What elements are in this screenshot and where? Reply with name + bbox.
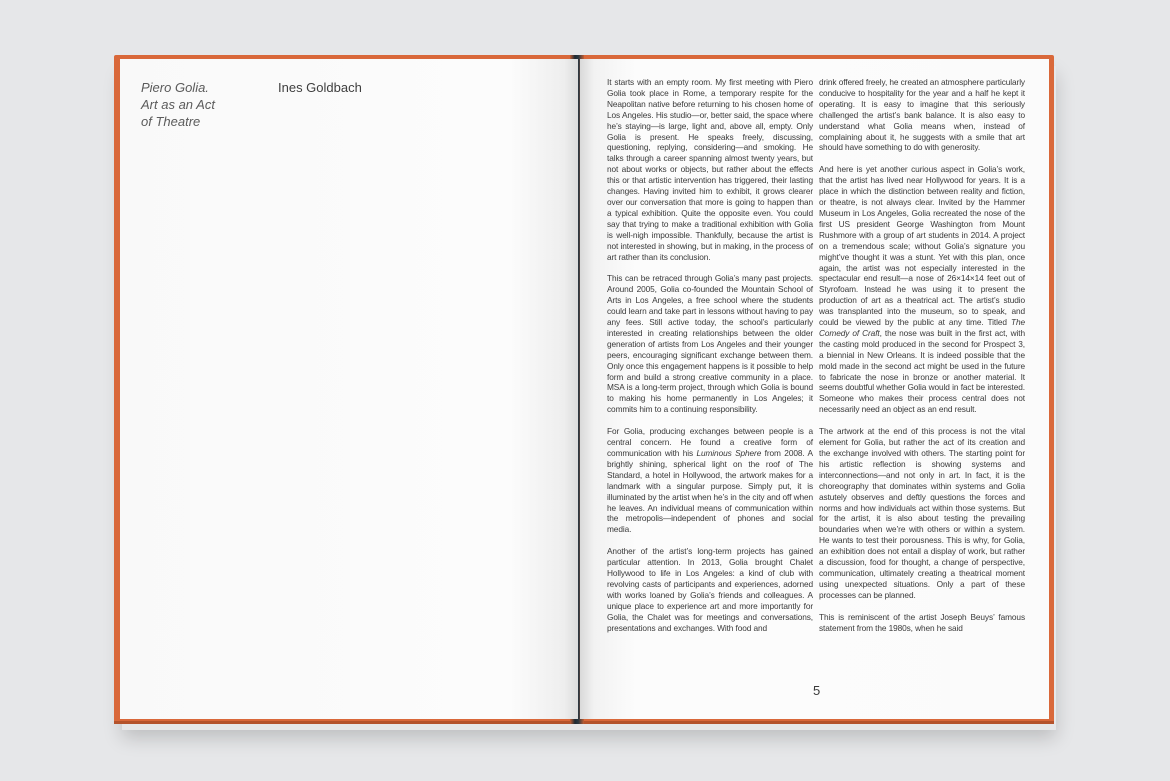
paragraph-text: For Golia, producing exchanges between people is a central concern. He found a creative form of communication with his <box>607 426 813 458</box>
paragraph: It starts with an empty room. My first meeting with Piero Golia took place in Rome, a temporary respite for the Neapolitan native before returning to his chosen home of Los Angeles. His studio—or, better said, the space where he’s staying—is large, light and, above all, empty. Only Golia is present. He speaks freely, discussing, questioning, replying, considering—and smoking. He talks through a career spanning almost twenty years, but not about works or objects, but rather about the effects this or that artistic intervention has triggered, their lasting changes. Having invited him to exhibit, it grows clearer over our conversation that more is going to happen than a typical exhibition. Quite the opposite even. You could say that trying to make a traditional exhibition with Golia is well-nigh impossible. Thankfully, because the artist is not interested in showing, but in making, in the process of art rather than its conclusion. <box>607 77 813 262</box>
paragraph: drink offered freely, he created an atmosphere particularly conducive to hospitality for the year and a half he kept it operating. It is easy to imagine that this seriously challenged the artist’s bank balance. It is also easy to understand what Golia means when, instead of complaining about it, he suggests with a smile that art should have something to do with generosity. <box>819 77 1025 153</box>
title-line-2: Art as an Act <box>141 97 215 112</box>
title-line-1: Piero Golia. <box>141 80 209 95</box>
paragraph-text: , the nose was built in the first act, with the casting mold produced in the second for Prospect 3, a biennial in New Orleans. It is indeed possible that the mold made in the second act might be used in the future to fabricate the nose in bronze or another material. It seems doubtful whether Golia would in fact be interested. Someone who makes their process central does not necessarily need an object as an end result. <box>819 327 1025 415</box>
title-line-3: of Theatre <box>141 114 201 129</box>
text-column-1 <box>607 77 813 645</box>
cover-bottom-edge <box>114 721 1054 724</box>
paragraph: This can be retraced through Golia’s many past projects. Around 2005, Golia co-founded the Mountain School of Arts in Los Angeles, a free school where the students could learn and take part in lessons without having to pay any fees. Still active today, the school’s particularly interested in creating relationships between the older generation of artists from Los Angeles and their younger peers, encouraging significant exchange between them. Only once this engagement happens is it possible to help form and build a strong creative community in a place. MSA is a long-term project, through which Golia is bound to making his home permanently in Los Angeles; it commits him to a continuing responsibility. <box>607 273 813 415</box>
page-number: 5 <box>813 683 821 698</box>
paragraph-text: from 2008. A brightly shining, spherical light on the roof of The Standard, a hotel in Hollywood, the artwork makes for a landmark with a singular purpose. Simply put, it is illuminated by the artist when he’s in the city and off when he leaves. An individual means of communication within the metropolis—independent of phones and social media. <box>607 448 813 535</box>
paragraph-text: And here is yet another curious aspect in Golia’s work, that the artist has lived near Hollywood for years. It is a place in which the distinction between reality and fiction, or theatre, is not always clear. Invited by the Hammer Museum in Los Angeles, Golia recreated the nose of the first US president George Washington from Mount Rushmore with a group of art students in 2014. A project on a tremendous scale; without Golia’s signature you might’ve thought it was a stunt. Yet with this plan, once again, the artist was not especially interested in the spectacular end result—a nose of 26×14×14 feet out of Styrofoam. Instead he was using it to present the production of art as a theatrical act. The artist’s studio was transplanted into the museum, so to speak, and could be viewed by the public at any time. Titled <box>819 164 1025 328</box>
paragraph <box>607 426 813 535</box>
author-name: Ines Goldbach <box>278 80 362 95</box>
paragraph: The artwork at the end of this process is not the vital element for Golia, but rather the act of its creation and the exchange involved with others. The starting point for his artistic reflection is showing systems and interconnections—and not only in art. In fact, it is the choreography that dominates within systems and Golia astutely observes and deftly questions the forces and norms and how individuals act within those systems. But for the artist, it is also about testing the prevailing boundaries when we’re with others or within a system. He wants to test their porousness. This is why, for Golia, an exhibition does not entail a display of work, but rather a discussion, food for thought, a change of perspective, communication, ultimately creating a theatrical moment using unexpected situations. Only a part of these processes can be planned. <box>819 426 1025 600</box>
text-column-2 <box>819 77 1025 645</box>
paragraph <box>819 164 1025 415</box>
left-page <box>120 59 578 719</box>
artwork-title: Luminous Sphere <box>696 448 762 458</box>
artwork-title: The Comedy of Craft <box>819 317 1025 338</box>
paragraph: This is reminiscent of the artist Joseph Beuys’ famous statement from the 1980s, when he said <box>819 611 1025 633</box>
essay-title <box>141 79 215 130</box>
paragraph: Another of the artist’s long-term projects has gained particular attention. In 2013, Golia brought Chalet Hollywood to life in Los Angeles: a kind of club with revolving casts of participants and experiences, adorned with works loaned by Golia’s friends and colleagues. A unique place to experience art and more importantly for Golia, the Chalet was for meetings and conversations, presentations and exchanges. With food and <box>607 546 813 633</box>
